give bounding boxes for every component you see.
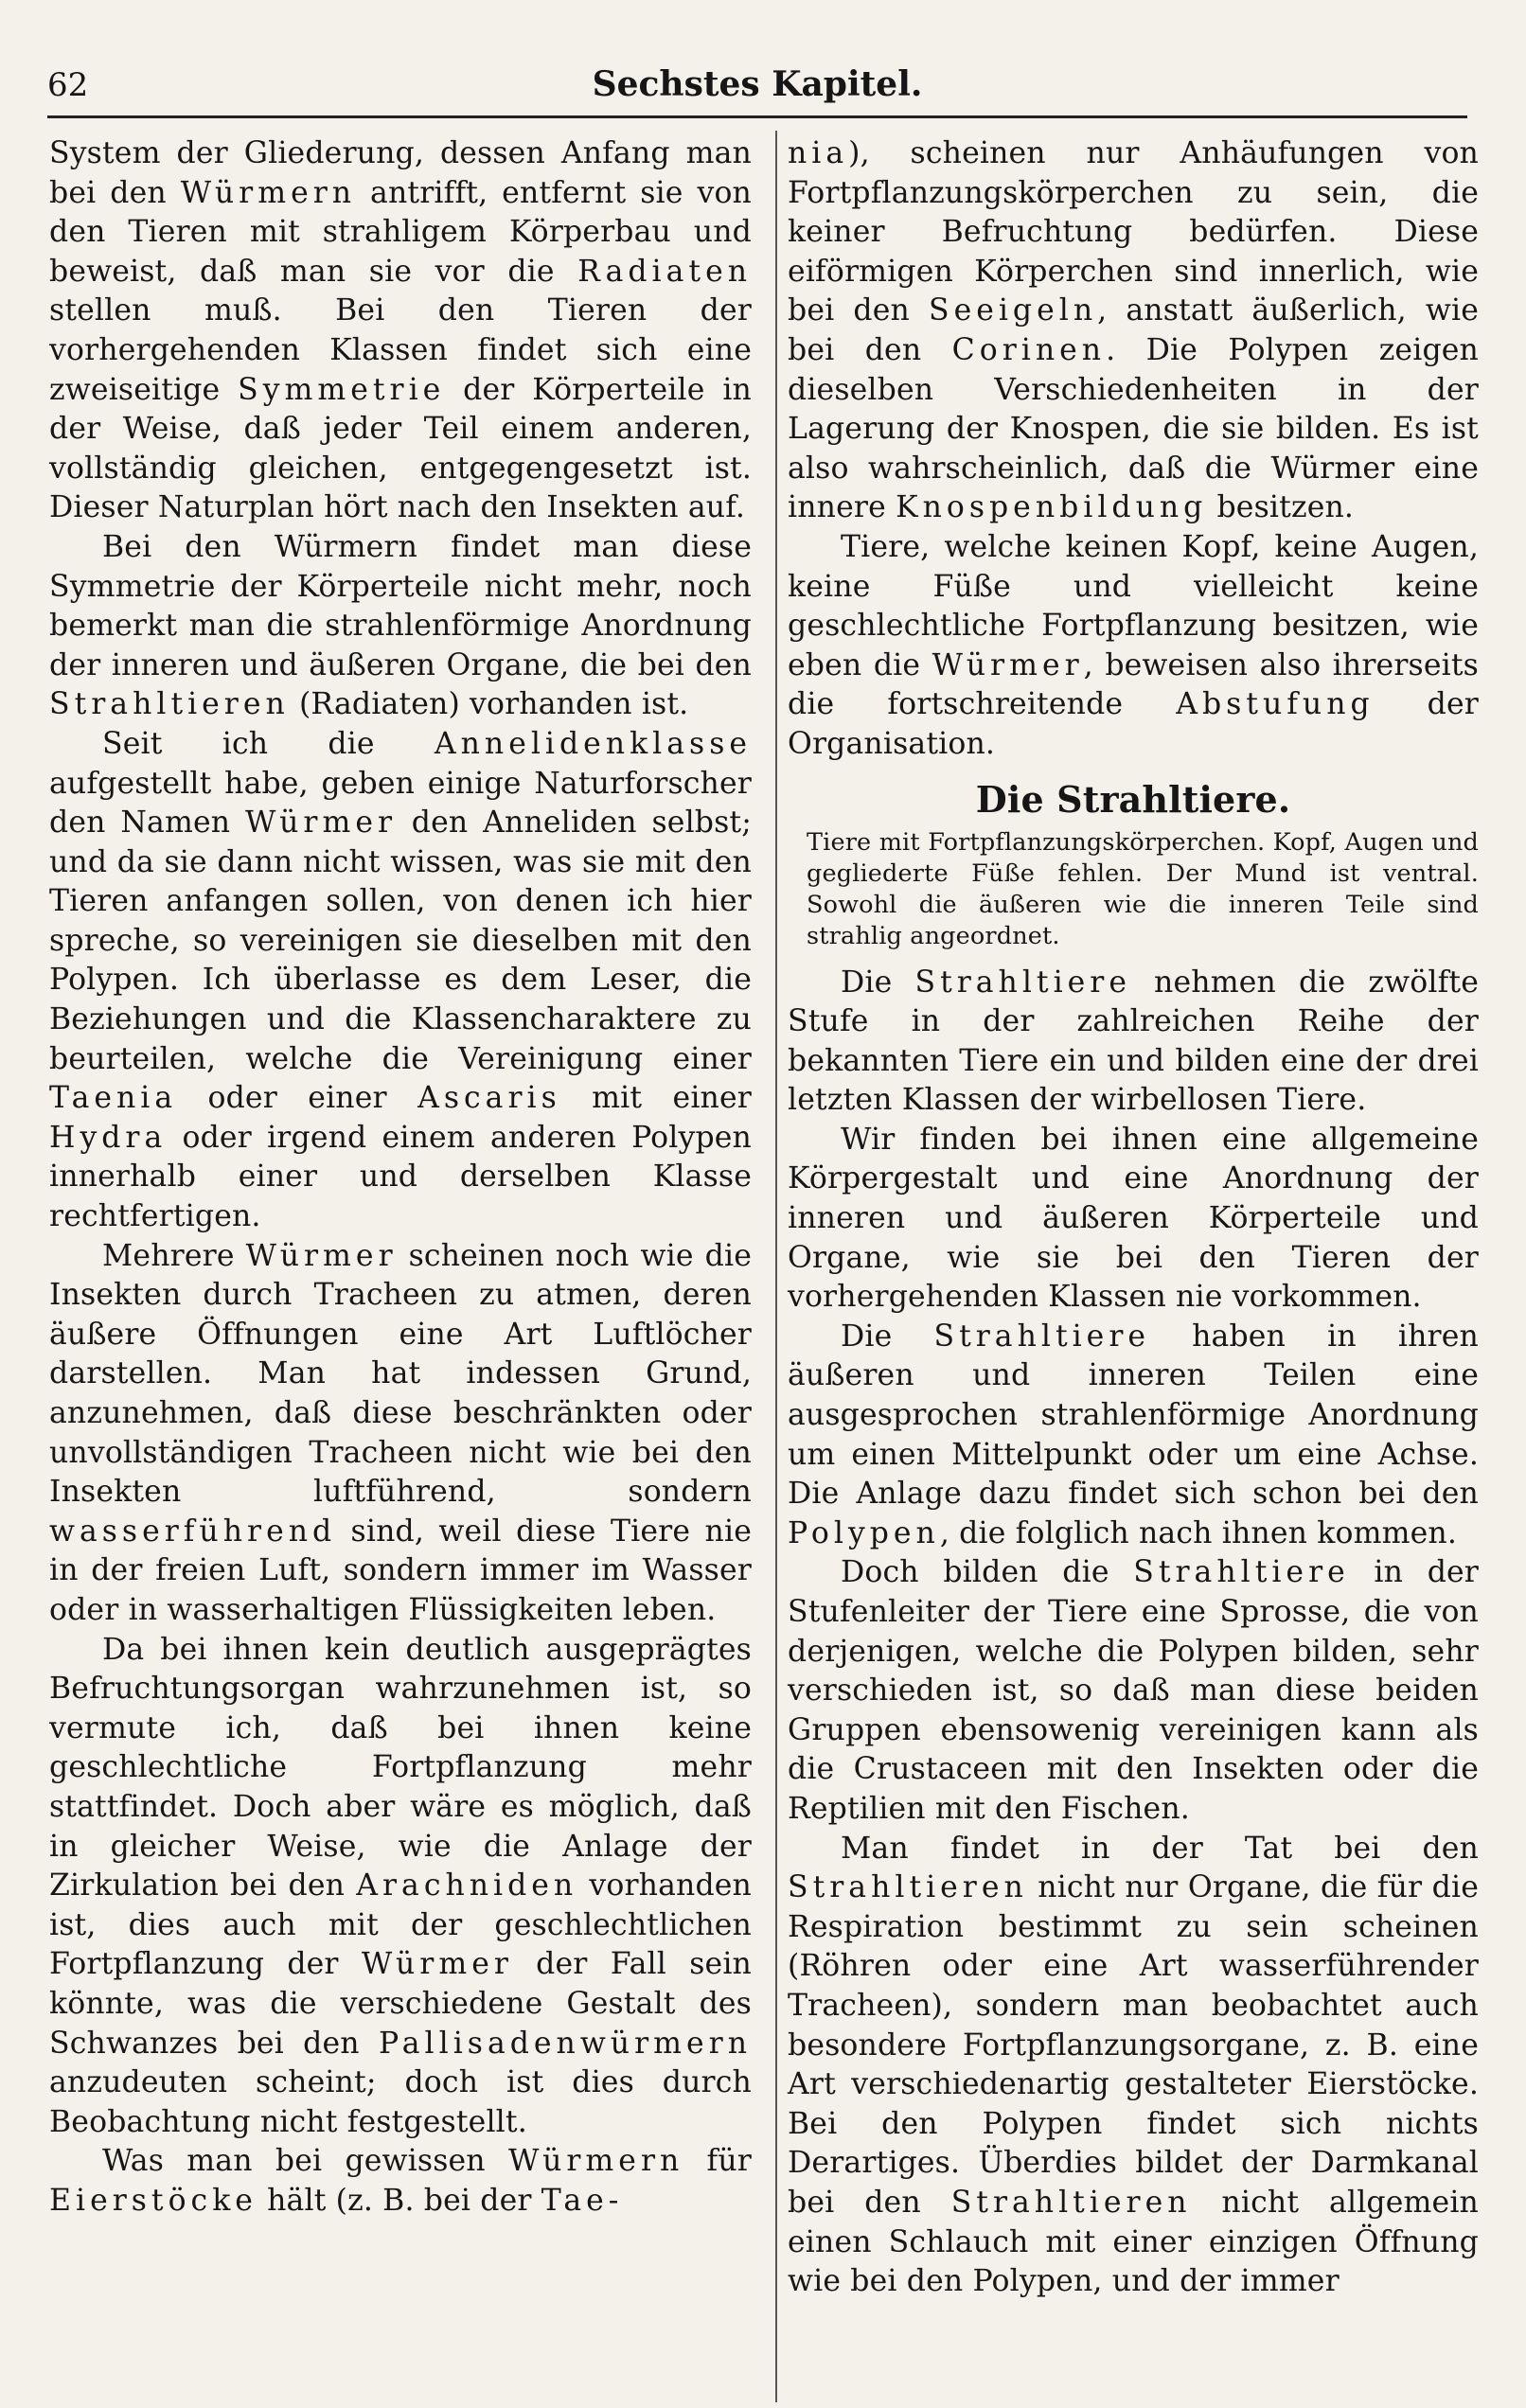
spaced-emphasis: Polypen [788,1515,940,1550]
spaced-emphasis: Würmer [245,806,398,841]
text-run: Was man bei gewissen [102,2144,508,2179]
spaced-emphasis: Arachniden [356,1868,578,1903]
text-run: für [683,2144,752,2179]
text-run: hält (z. B. bei der [257,2183,541,2218]
paragraph [788,1121,1479,1318]
running-title: Sechstes Kapitel. [592,64,923,104]
text-run: , beweisen also ihrerseits die fortschreitende [788,647,1479,722]
text-run: den Anneliden selbst; und da sie dann nicht wissen, was sie mit den Tieren anfangen sollen, von denen ich hier spreche, so vereinigen sie dieselben mit den Polypen. Ich überlasse es dem Leser, die Beziehungen und die Klassencharaktere zu beurteilen, welche die Vereinigung einer [49,806,752,1076]
text-run: vorhanden ist, dies auch mit der geschlechtlichen Fortpflanzung der [49,1868,752,1982]
text-run: oder irgend einem anderen Polypen innerhalb einer und derselben Klasse rechtfertigen. [49,1120,752,1234]
text-run: System der Gliederung, dessen Anfang man bei den [49,136,752,210]
spaced-emphasis: Pallisadenwürmern [379,2026,752,2061]
text-run: stellen muß. Bei den Tieren der vorhergehenden Klassen findet sich eine zweiseitige [49,293,752,407]
paragraph [788,1553,1479,1829]
page-header [47,59,1467,118]
spaced-emphasis: Corinen [951,332,1107,367]
paragraph [49,528,752,725]
text-run: anzudeuten scheint; doch ist dies durch Beobachtung nicht festgestellt. [49,2065,752,2139]
paragraph [788,1318,1479,1554]
text-run: oder einer [177,1081,418,1116]
text-run: besitzen. [1207,490,1355,525]
page-number: 62 [47,66,89,104]
left-column [49,134,752,2221]
right-column [788,134,1479,2302]
text-run: nicht allgemein einen Schlauch mit einer einzigen Öffnung wie bei den Polypen, und der immer [788,2185,1479,2299]
text-run: Doch bilden die [841,1555,1134,1590]
spaced-emphasis: Ascaris [417,1081,561,1116]
paragraph [788,134,1479,528]
spaced-emphasis: Strahltieren [788,1870,1028,1905]
paragraph [49,1237,752,1631]
spaced-emphasis: Abstufung [1176,687,1375,722]
paragraph [49,134,752,528]
spaced-emphasis: Strahltiere [1133,1555,1350,1590]
right-column-top-text [788,134,1479,765]
section-title: Die Strahltiere. [975,777,1291,821]
text-run: Bei den Würmern findet man diese Symmetrie der Körperteile nicht mehr, noch bemerkt man die strahlenförmige Anordnung der inneren und äußeren Organe, die bei den [49,529,752,682]
spaced-emphasis: Knospenbildung [896,490,1208,525]
column-divider [775,131,777,2402]
spaced-emphasis: Strahltieren [49,687,290,722]
paragraph [788,964,1479,1121]
spaced-emphasis: Tae- [541,2183,624,2218]
text-run: . Die Polypen zeigen dieselben Verschiedenheiten in der Lagerung der Knospen, die sie bilden. Es ist also wahrscheinlich, daß die Würmer eine innere [788,332,1479,525]
spaced-emphasis: Eierstöcke [49,2183,257,2218]
spaced-emphasis: Taenia [49,1081,178,1116]
text-run: Mehrere [102,1238,246,1273]
spaced-emphasis: Symmetrie [238,372,446,407]
text-run: der Organisation. [788,687,1479,761]
spaced-emphasis: Seeigeln [929,293,1098,328]
spaced-emphasis: Strahltiere [933,1319,1151,1354]
spaced-emphasis: Annelidenklasse [434,726,752,761]
text-run: Man findet in der Tat bei den [841,1831,1479,1866]
text-run: nehmen die zwölfte Stufe in der zahlreichen Reihe der bekannten Tiere ein und bilden eine der drei letzten Klassen der wirbellosen Tiere. [788,965,1480,1118]
text-run: scheinen noch wie die Insekten durch Tracheen zu atmen, deren äußere Öffnungen eine Art Luftlöcher darstellen. Man hat indessen Grund, anzunehmen, daß diese beschränkten oder unvollständigen Tracheen nicht wie bei den Insekten luftführend, sondern [49,1238,752,1510]
paragraph [49,725,752,1237]
spaced-emphasis: Strahltieren [950,2185,1192,2220]
text-run: in der Stufenleiter der Tiere eine Sprosse, die von derjenigen, welche die Polypen bilden, sehr verschieden ist, so daß man diese beiden Gruppen ebensowenig vereinigen kann als die Crustaceen mit den Insekten oder die Reptilien mit den Fischen. [788,1555,1480,1826]
spaced-emphasis: Radiaten [577,254,752,289]
text-run: haben in ihren äußeren und inneren Teilen eine ausgesprochen strahlenförmige Anordnung um einen Mittelpunkt oder um eine Achse. Die Anlage dazu findet sich schon bei den [788,1319,1479,1512]
text-run: Seit ich die [102,726,435,761]
paragraph [49,2142,752,2221]
text-run: Da bei ihnen kein deutlich ausgeprägtes Befruchtungsorgan wahrzunehmen ist, so vermute ich, daß bei ihnen keine geschlechtliche Fortpflanzung mehr stattfindet. Doch aber wäre es möglich, daß in gleicher Weise, wie die Anlage der Zirkulation bei den [49,1632,752,1903]
text-run: Die [841,965,915,1000]
text-run: (Radiaten) vorhanden ist. [289,687,689,722]
text-run: der Fall sein könnte, was die verschiedene Gestalt des Schwanzes bei den [49,1947,752,2061]
text-run: nicht nur Organe, die für die Respiration bestimmt zu sein scheinen (Röhren oder eine Art wasserführender Tracheen), sondern man beobachtet auch besondere Fortpflanzungsorgane, z. B. eine Art verschiedenartig gestalteter Eierstöcke. Bei den Polypen findet sich nichts Derartiges. Überdies bildet der Darmkanal bei den [788,1870,1479,2220]
section-summary: Tiere mit Fortpflanzungskörperchen. Kopf, Augen und gegliederte Füße fehlen. Der Mund ist ventral. Sowohl die äußeren wie die inneren Teile sind strahlig angeordnet. [807,827,1479,950]
text-run: sind, weil diese Tiere nie in der freien Luft, sondern immer im Wasser oder in wasserhaltigen Flüssigkeiten leben. [49,1514,752,1627]
paragraph [49,1631,752,2143]
spaced-emphasis: Würmern [180,175,357,210]
text-run: der Körperteile in der Weise, daß jeder Teil einem anderen, vollständig gleichen, entgegengesetzt ist. Dieser Naturplan hört nach den Insekten auf. [49,372,752,525]
paragraph [788,1830,1479,2302]
paragraph [788,528,1479,765]
text-run: , anstatt äußerlich, wie bei den [788,293,1480,367]
right-column-bottom-text [788,964,1479,2302]
spaced-emphasis: Würmer [245,1238,398,1273]
text-run: antrifft, entfernt sie von den Tieren mit strahligem Körperbau und beweist, daß man sie vor die [49,175,752,289]
spaced-emphasis: nia [788,136,849,170]
text-run: ), scheinen nur Anhäufungen von Fortpflanzungskörperchen zu sein, die keiner Befruchtung bedürfen. Diese eiförmigen Körperchen sind innerlich, wie bei den [788,136,1479,328]
spaced-emphasis: Hydra [49,1120,168,1155]
spaced-emphasis: Würmer [932,647,1084,682]
text-run: , die folglich nach ihnen kommen. [939,1515,1458,1550]
text-run: Tiere, welche keinen Kopf, keine Augen, keine Füße und vielleicht keine geschlechtliche Fortpflanzung besitzen, wie eben die [788,529,1479,682]
text-run: Wir finden bei ihnen eine allgemeine Körpergestalt und eine Anordnung der inneren und äußeren Körperteile und Organe, wie sie bei den Tieren der vorhergehenden Klassen nie vorkommen. [788,1122,1479,1315]
spaced-emphasis: Strahltiere [914,965,1131,1000]
spaced-emphasis: Würmer [361,1947,513,1982]
spaced-emphasis: Würmern [507,2144,684,2179]
text-run: aufgestellt habe, geben einige Naturforscher den Namen [49,766,752,841]
spaced-emphasis: wasserführend [49,1514,337,1549]
text-run: mit einer [560,1081,752,1116]
text-run: Die [841,1319,934,1354]
